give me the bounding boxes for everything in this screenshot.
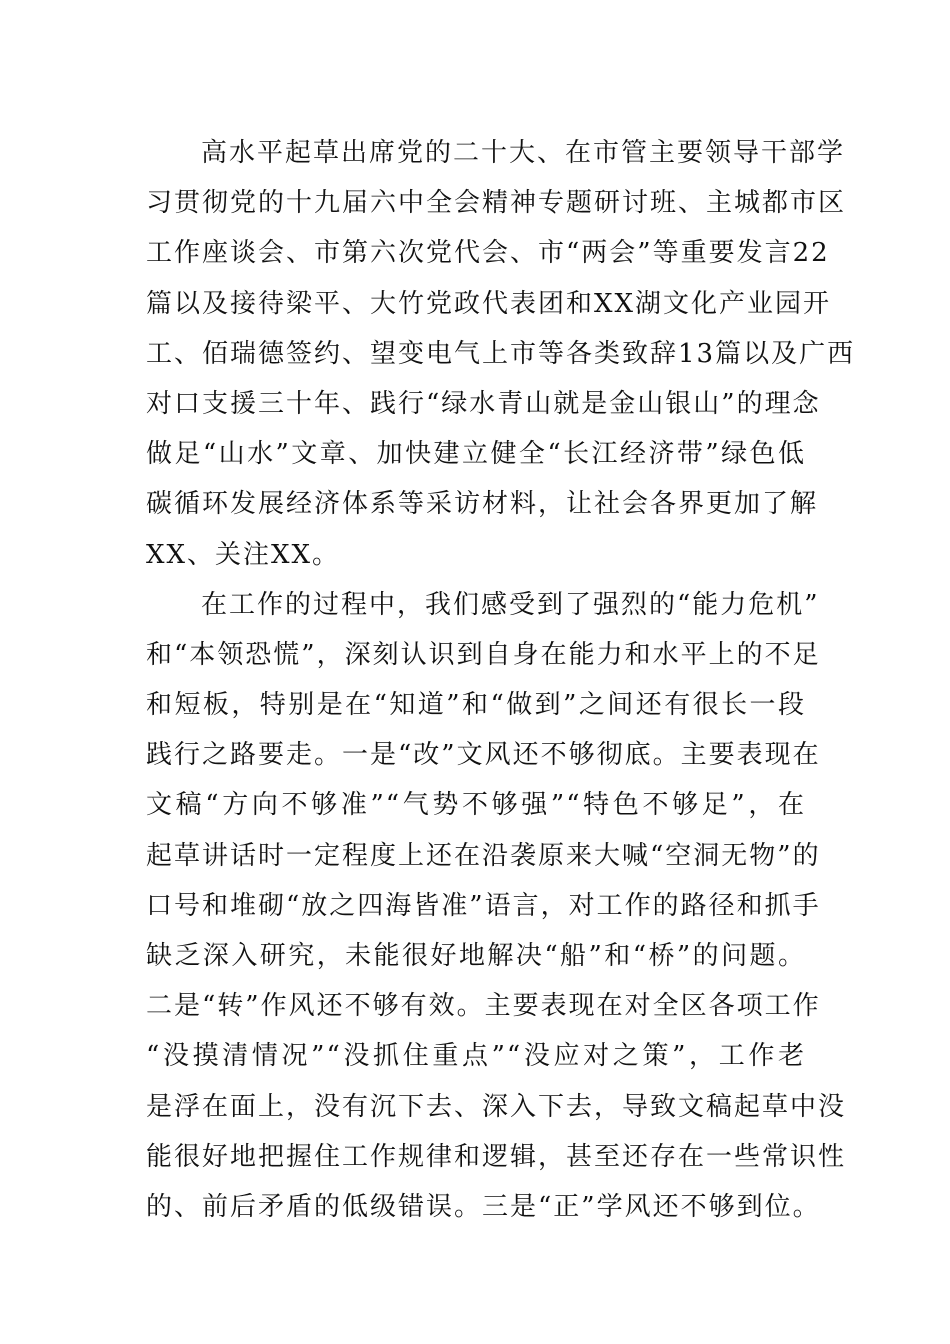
text-line: 口号和堆砌“放之四海皆准”语言，对工作的路径和抓手	[146, 890, 821, 921]
text-line: 工作座谈会、市第六次党代会、市“两会”等重要发言22	[146, 238, 830, 269]
text-line: 的、前后矛盾的低级错误。三是“正”学风还不够到位。	[146, 1191, 821, 1222]
text-line: 工、佰瑞德签约、望变电气上市等各类致辞13篇以及广西	[146, 338, 856, 369]
text-line: 高水平起草出席党的二十大、在市管主要领导干部学	[201, 138, 846, 168]
text-line: 对口支援三十年、践行“绿水青山就是金山银山”的理念	[146, 388, 821, 419]
text-line: 习贯彻党的十九届六中全会精神专题研讨班、主城都市区	[146, 188, 847, 219]
paragraph	[146, 580, 847, 1232]
text-line: “没摸清情况”“没抓住重点”“没应对之策”，工作老	[146, 1041, 806, 1072]
text-line: 践行之路要走。一是“改”文风还不够彻底。主要表现在	[146, 740, 821, 771]
text-line: 二是“转”作风还不够有效。主要表现在对全区各项工作	[146, 991, 821, 1022]
document-body	[146, 128, 856, 1232]
text-line: 篇以及接待梁平、大竹党政代表团和XX湖文化产业园开	[146, 288, 832, 319]
text-line: 是浮在面上，没有沉下去、深入下去，导致文稿起草中没	[146, 1091, 847, 1122]
text-line: 做足“山水”文章、加快建立健全“长江经济带”绿色低	[146, 439, 806, 470]
text-line: 起草讲话时一定程度上还在沿袭原来大喊“空洞无物”的	[146, 840, 821, 871]
text-line: 文稿“方向不够准”“气势不够强”“特色不够足”，在	[146, 790, 806, 821]
text-line: 在工作的过程中，我们感受到了强烈的“能力危机”	[201, 589, 820, 620]
text-line: 和“本领恐慌”，深刻认识到自身在能力和水平上的不足	[146, 639, 821, 670]
text-line: 缺乏深入研究，未能很好地解决“船”和“桥”的问题。	[146, 941, 806, 971]
text-line: XX、关注XX。	[146, 539, 341, 570]
text-line: 碳循环发展经济体系等采访材料，让社会各界更加了解	[146, 489, 819, 520]
text-line: 和短板，特别是在“知道”和“做到”之间还有很长一段	[146, 690, 806, 721]
text-line: 能很好地把握住工作规律和逻辑，甚至还存在一些常识性	[146, 1141, 847, 1172]
paragraph	[146, 128, 856, 580]
